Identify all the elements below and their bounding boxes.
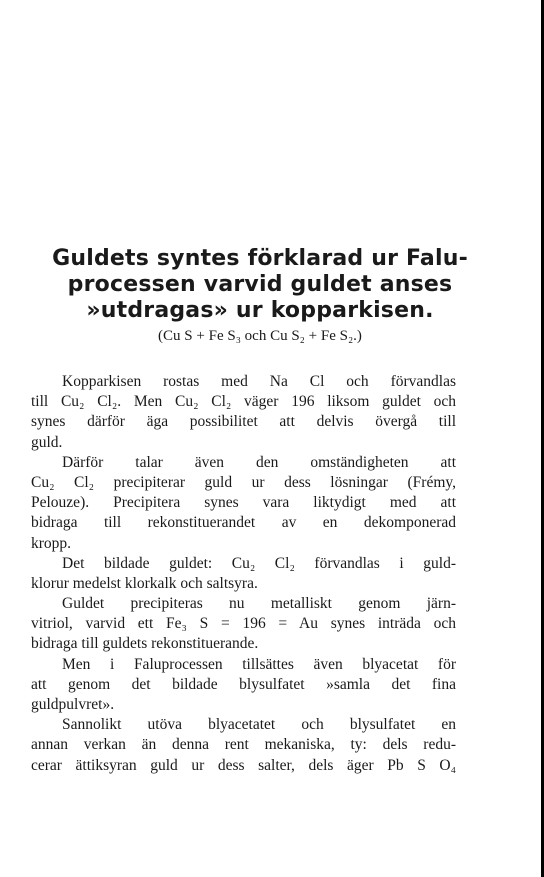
section-heading [30,246,490,324]
heading-line: processen varvid guldet anses [67,272,453,297]
text-line: Sannolikt utöva blyacetatet och blysulfatet en [62,716,456,734]
text-line: Pelouze). Precipitera synes vara liktydigt med att [31,494,456,512]
text-line: att genom det bildade blysulfatet »samla det fina [31,675,456,693]
body-text [31,372,456,776]
text-line: Kopparkisen rostas med Na Cl och förvandlas [62,373,456,390]
text-line: Det bildade guldet: Cu₂ Cl₂ förvandlas i guld- [62,554,456,572]
text-line: Guldet precipiteras nu metalliskt genom järn- [62,595,456,613]
heading-formula: (Cu S + Fe S₃ och Cu S₂ + Fe S₂.) [158,328,362,344]
text-line: bidraga till guldets rekonstituerande. [31,635,259,653]
text-line: Därför talar även den omständigheten att [62,453,456,471]
text-line: annan verkan än denna rent mekaniska, ty: dels redu- [31,736,456,754]
text-line: Men i Faluprocessen tillsättes även blyacetat för [62,655,456,673]
text-line: synes därför äga possibilitet att delvis övergå till [31,413,456,431]
text-line: guldpulvret». [31,696,115,713]
heading-line: Guldets syntes förklarad ur Falu- [52,246,468,271]
text-line: kropp. [31,534,72,552]
text-line: bidraga till rekonstituerandet av en dekomponerad [31,514,456,532]
text-line: guld. [31,433,63,451]
heading-line: »utdragas» ur kopparkisen. [86,298,434,323]
text-line: cerar ättiksyran guld ur dess salter, dels äger Pb S O₄ [31,756,456,774]
text-line: vitriol, varvid ett Fe₃ S = 196 = Au synes inträda och [31,615,456,633]
text-line: klorur medelst klorkalk och saltsyra. [31,574,258,592]
text-line: till Cu₂ Cl₂. Men Cu₂ Cl₂ väger 196 liksom guldet och [31,393,456,411]
text-line: Cu₂ Cl₂ precipiterar guld ur dess lösningar (Frémy, [31,473,456,491]
